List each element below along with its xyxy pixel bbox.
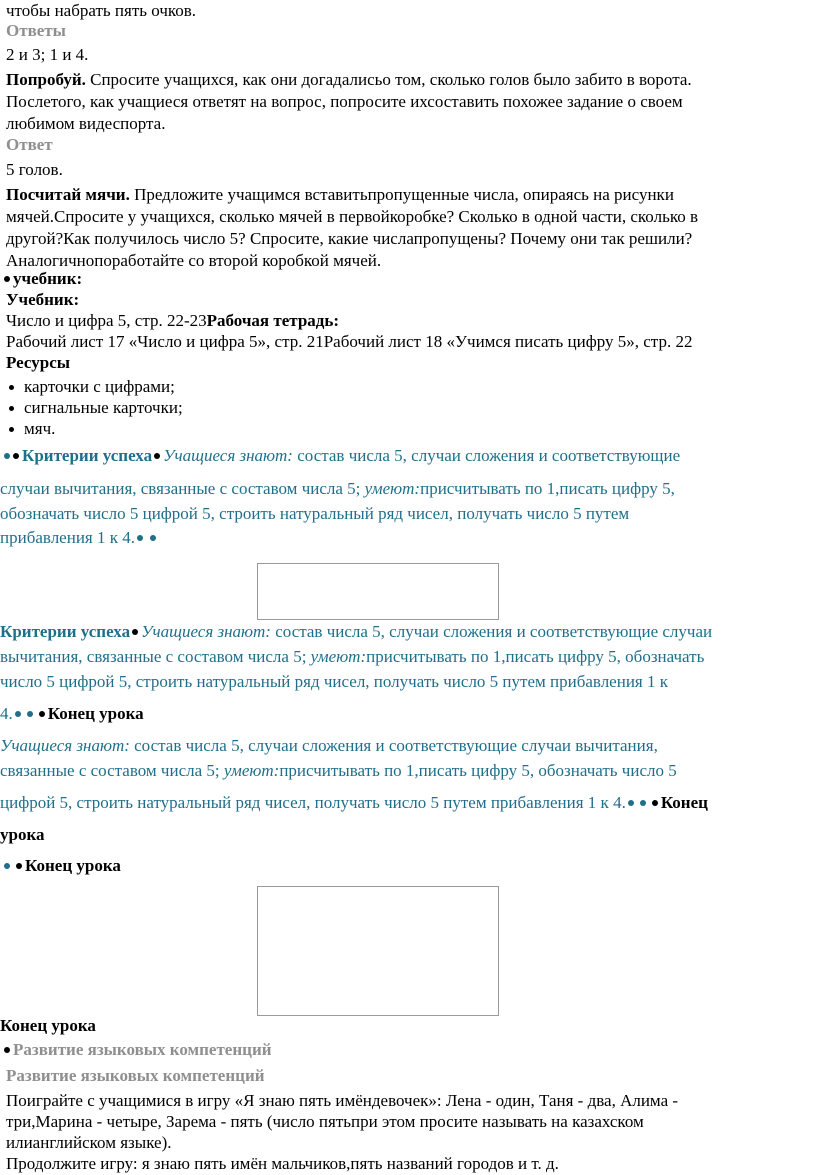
try-paragraph-line: Послетого, как учащиеся ответят на вопрос, попросите ихсоставить похожее задание о своем — [6, 92, 683, 111]
can-label: умеют: — [310, 647, 367, 666]
textbook-ref: Число и цифра 5, стр. 22-23 — [6, 311, 207, 330]
bullet-dot-icon — [652, 800, 658, 806]
count-paragraph-line: мячей.Спросите у учащихся, сколько мячей в первойкоробке? Сколько в одной части, сколько в — [6, 207, 698, 226]
resources-list — [6, 376, 183, 439]
criteria-line — [4, 445, 680, 467]
language-heading: Развитие языковых компетенций — [13, 1040, 272, 1059]
criteria-text: прибавления 1 к 4. — [0, 528, 135, 547]
bullet-dot-icon — [137, 535, 143, 541]
try-paragraph-line: любимом видеспорта. — [6, 114, 166, 133]
criteria-text: присчитывать по 1,писать цифру 5, обозначать число 5 — [279, 761, 677, 780]
bullet-dot-icon — [4, 863, 10, 869]
count-text: Предложите учащимся вставитьпропущенные числа, опираясь на рисунки — [129, 185, 674, 204]
textbook-bullet-line — [4, 268, 82, 290]
end-lesson-label: Конец урока — [0, 1016, 96, 1035]
criteria-line — [0, 478, 675, 500]
criteria-line: обозначать число 5 цифрой 5, строить натуральный ряд чисел, получать число 5 путем — [0, 504, 630, 523]
criteria-heading: Критерии успеха — [22, 446, 153, 465]
count-paragraph-line: другой?Как получилось число 5? Спросите, какие числапропущены? Почему они так решили? — [6, 229, 693, 248]
textbook-label: учебник: — [13, 269, 83, 288]
game-paragraph-line: Поиграйте с учащимися в игру «Я знаю пять имёндевочек»: Лена - один, Таня - два, Алима - — [6, 1091, 679, 1110]
bullet-dot-icon — [154, 453, 160, 459]
bullet-dot-icon — [39, 711, 45, 717]
criteria-heading: Критерии успеха — [0, 622, 131, 641]
language-bullet-line — [4, 1039, 272, 1061]
bullet-dot-icon — [16, 863, 22, 869]
criteria-text: случаи вычитания, связанные с составом числа 5; — [0, 479, 365, 498]
list-item: карточки с цифрами; — [6, 376, 183, 397]
bullet-dot-icon — [27, 711, 33, 717]
empty-image-box — [257, 886, 499, 1016]
count-paragraph-line: Аналогичнопоработайте со второй коробкой мячей. — [6, 251, 382, 270]
criteria-text: состав числа 5, случаи сложения и соответствующие случаи — [270, 622, 713, 641]
language-heading: Развитие языковых компетенций — [6, 1066, 265, 1085]
can-label: умеют: — [223, 761, 280, 780]
try-paragraph-line — [6, 69, 692, 91]
bullet-dot-icon — [4, 453, 10, 459]
workbook-ref: Рабочий лист 17 «Число и цифра 5», стр. 21Рабочий лист 18 «Учимся писать цифру 5», стр. 22 — [6, 332, 693, 351]
end-lesson-line — [4, 855, 121, 877]
list-item: сигнальные карточки; — [6, 397, 183, 418]
end-lesson-label: Конец урока — [25, 856, 121, 875]
list-item: мяч. — [6, 418, 183, 439]
answers-text: 2 и 3; 1 и 4. — [6, 45, 89, 64]
bullet-dot-icon — [13, 453, 19, 459]
end-lesson-label: Конец урока — [47, 704, 144, 723]
bullet-dot-icon — [132, 629, 138, 635]
end-lesson-label: Конец — [660, 793, 708, 812]
bullet-dot-icon — [150, 535, 156, 541]
count-heading: Посчитай мячи. — [6, 185, 130, 204]
try-heading: Попробуй. — [6, 70, 86, 89]
criteria-text: 4. — [0, 704, 13, 723]
students-know-label: Учащиеся знают: — [163, 446, 293, 465]
end-lesson-label: урока — [0, 825, 45, 844]
criteria-text: присчитывать по 1,писать цифру 5, — [420, 479, 675, 498]
criteria-text: состав числа 5, случаи сложения и соответствующие случаи вычитания, — [129, 736, 658, 755]
criteria-line — [0, 527, 159, 549]
game-paragraph-line: Продолжите игру: я знаю пять имён мальчиков,пять названий городов и т. д. — [6, 1154, 559, 1173]
students-know-label: Учащиеся знают: — [0, 736, 130, 755]
text-line: чтобы набрать пять очков. — [6, 1, 197, 20]
try-text: Спросите учащихся, как они догадалисьо том, сколько голов было забито в ворота. — [85, 70, 692, 89]
criteria-line — [0, 703, 144, 725]
workbook-heading: Рабочая тетрадь: — [206, 311, 340, 330]
can-label: умеют: — [364, 479, 421, 498]
bullet-dot-icon — [640, 800, 646, 806]
criteria-line — [0, 792, 708, 814]
criteria-line — [0, 735, 658, 757]
criteria-line — [0, 760, 677, 782]
textbook-heading: Учебник: — [6, 290, 80, 309]
criteria-line — [0, 621, 712, 643]
criteria-text: вычитания, связанные с составом числа 5; — [0, 647, 311, 666]
bullet-dot-icon — [4, 276, 10, 282]
game-paragraph-line: илианглийском языке). — [6, 1133, 172, 1152]
textbook-ref-line — [6, 310, 339, 332]
criteria-line — [0, 646, 704, 668]
bullet-dot-icon — [4, 1047, 10, 1053]
bullet-dot-icon — [628, 800, 634, 806]
criteria-text: состав числа 5, случаи сложения и соответствующие — [292, 446, 681, 465]
answer-heading: Ответ — [6, 135, 53, 154]
answer-text: 5 голов. — [6, 160, 63, 179]
bullet-dot-icon — [15, 711, 21, 717]
answers-heading: Ответы — [6, 21, 66, 40]
criteria-text: цифрой 5, строить натуральный ряд чисел, получать число 5 путем прибавления 1 к 4. — [0, 793, 626, 812]
criteria-text: связанные с составом числа 5; — [0, 761, 224, 780]
empty-image-box — [257, 563, 499, 620]
resources-heading: Ресурсы — [6, 353, 71, 372]
criteria-line: число 5 цифрой 5, строить натуральный ряд чисел, получать число 5 путем прибавления 1 к — [0, 672, 668, 691]
criteria-text: присчитывать по 1,писать цифру 5, обозначать — [366, 647, 705, 666]
students-know-label: Учащиеся знают: — [141, 622, 271, 641]
game-paragraph-line: три,Марина - четыре, Зарема - пять (число пятьпри этом просите называть на казахском — [6, 1112, 644, 1131]
count-paragraph-line — [6, 184, 674, 206]
